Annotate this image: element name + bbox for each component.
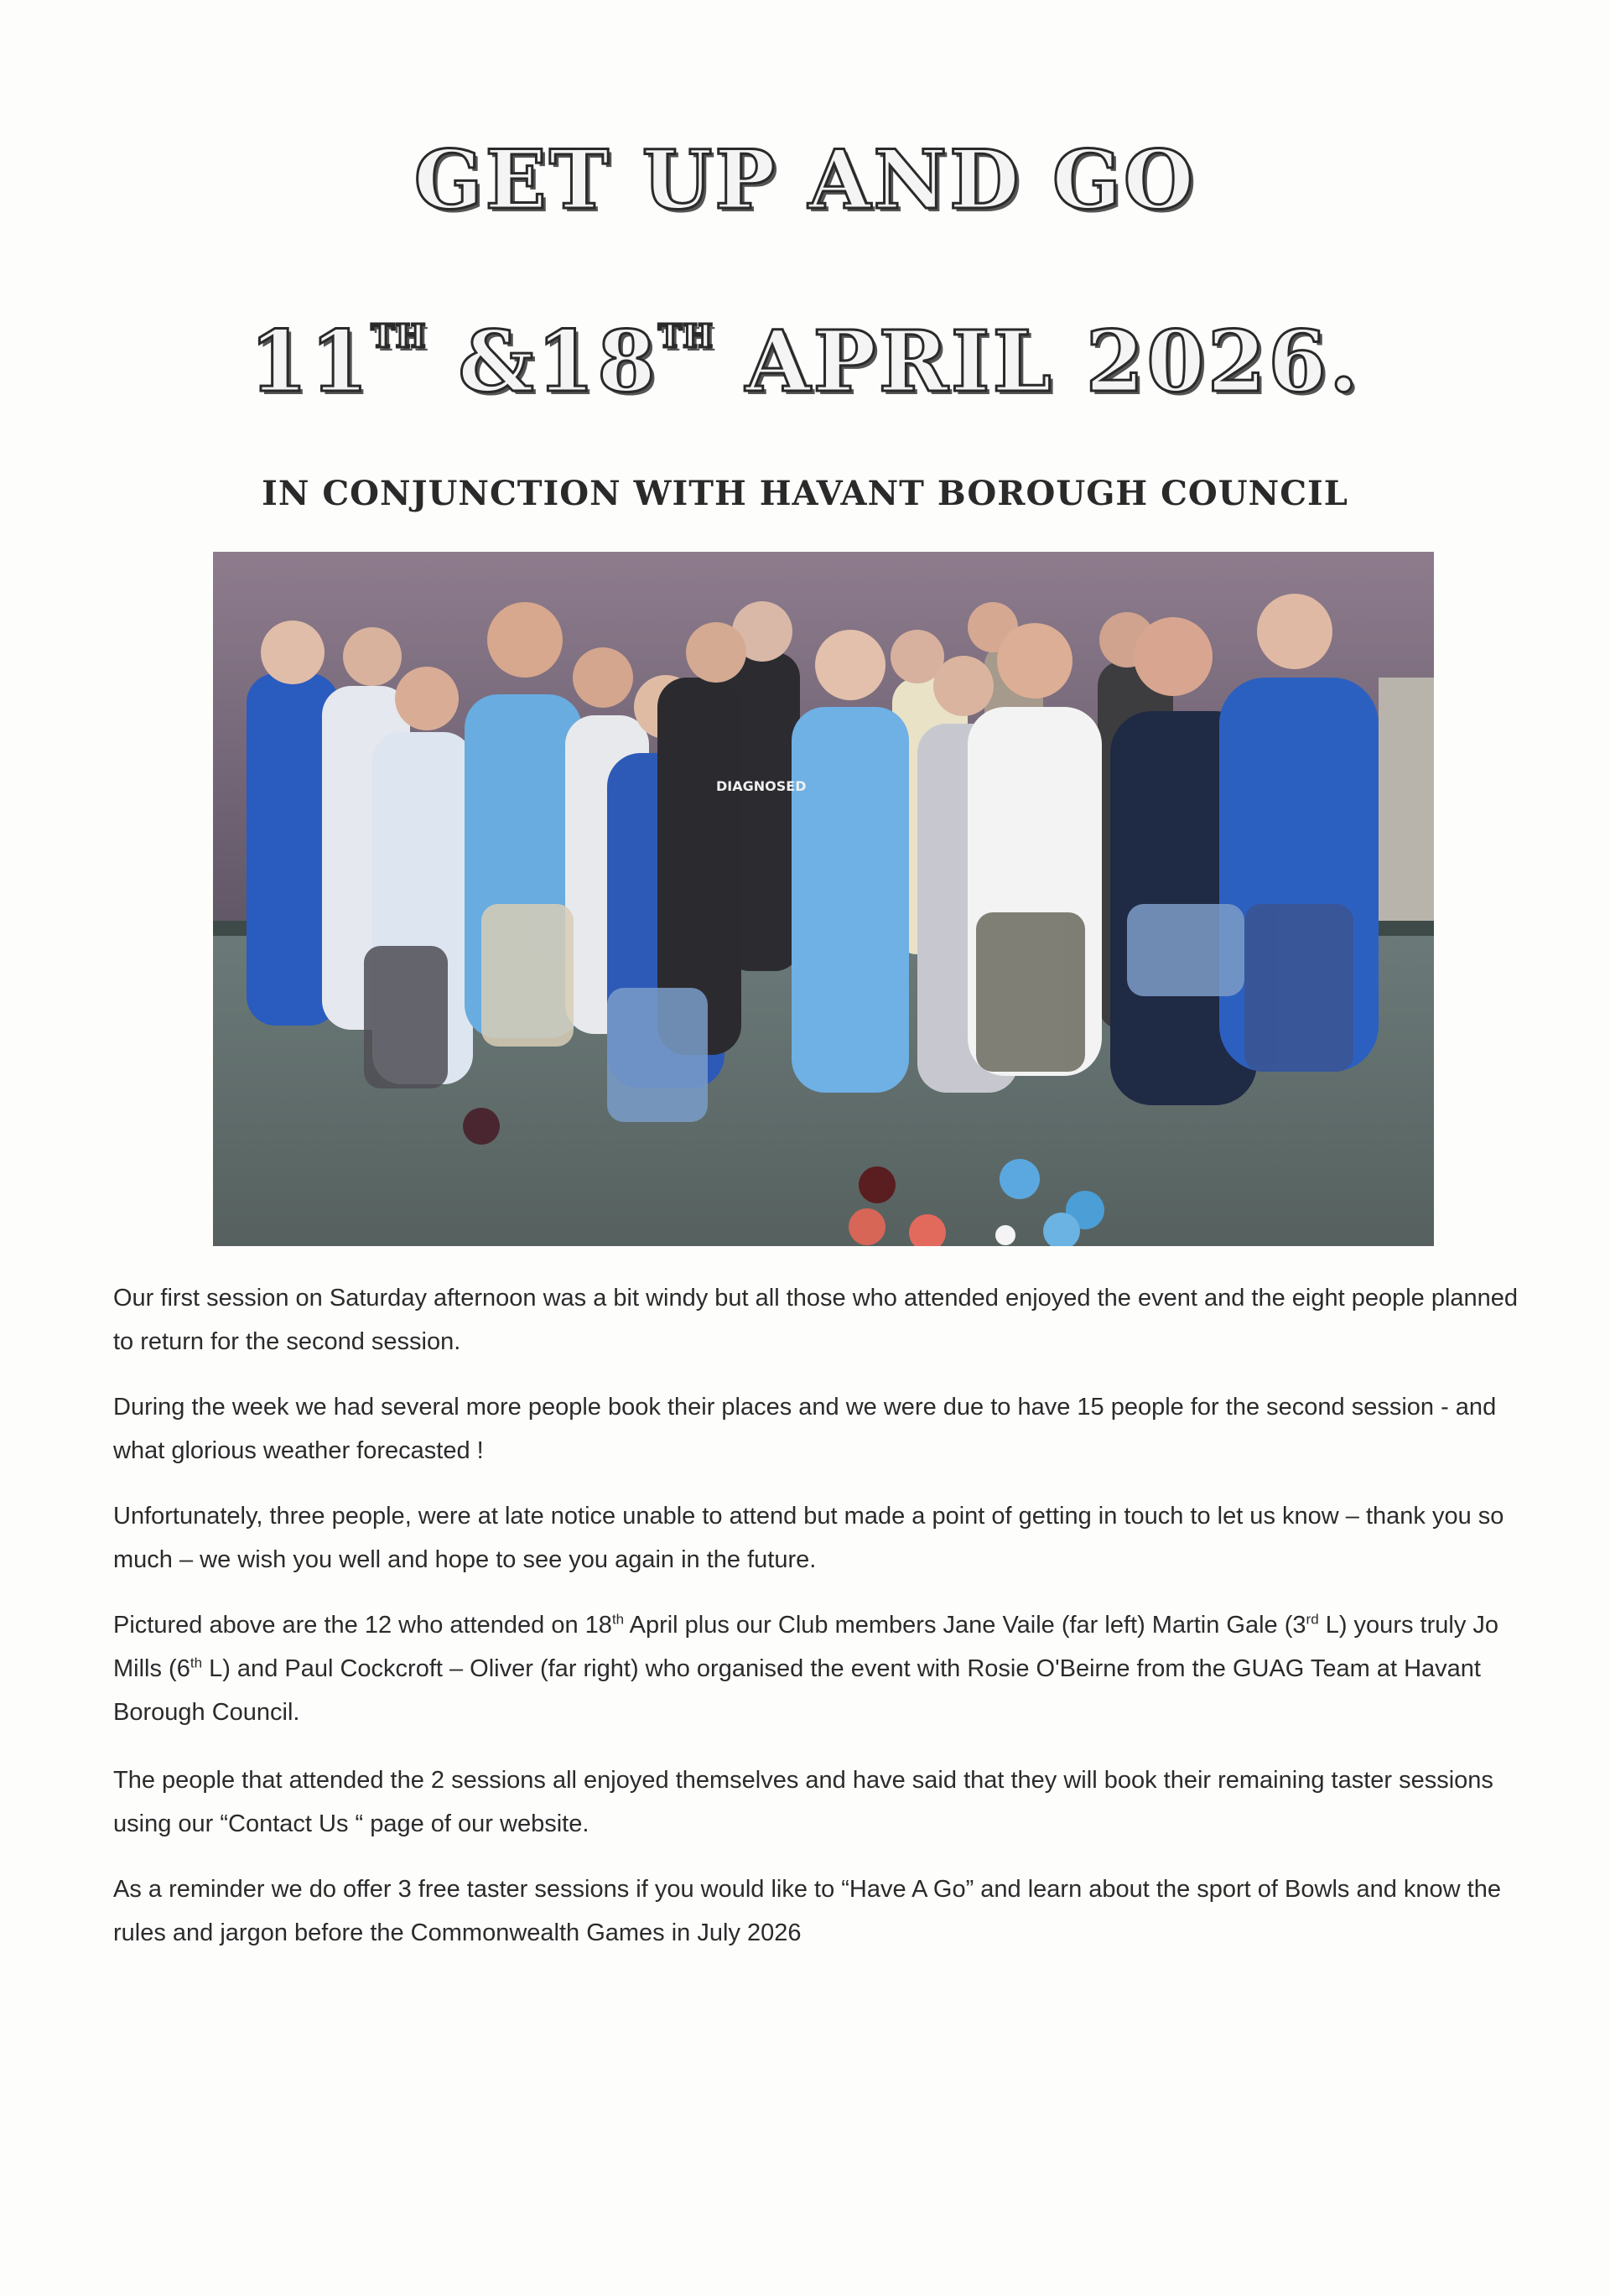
paragraph-bookings: During the week we had several more people book their places and we were due to have 15 people for the second session - and what glorious weather forecasted !: [113, 1394, 1497, 1464]
pictured-text-d: L) and Paul Cockcroft – Oliver (far right) who organised the event with Rosie O'Beirne from the GUAG Team at Havant Borough Council.: [113, 1655, 1481, 1726]
group-photo: [213, 552, 1434, 1246]
date-month-year: APRIL 2026.: [745, 312, 1361, 411]
date-suffix-1: TH: [371, 317, 427, 355]
paragraph-apologies: Unfortunately, three people, were at late notice unable to attend but made a point of getting in touch to let us know – thank you so much – we wish you well and hope to see you again in the future.: [113, 1503, 1504, 1573]
shirt-print: DIAGNOSED: [716, 778, 807, 794]
date-ampersand: &: [458, 312, 537, 411]
fence-panel: [1379, 678, 1434, 954]
pictured-sup-1: th: [611, 1611, 625, 1628]
paragraph-first-session: Our first session on Saturday afternoon was a bit windy but all those who attended enjoyed the event and the eight people planned to return for the second session.: [113, 1285, 1519, 1355]
date-suffix-2: TH: [657, 317, 714, 355]
pictured-sup-3: th: [190, 1654, 203, 1671]
paragraph-feedback: The people that attended the 2 sessions all enjoyed themselves and have said that they will book their remaining taster sessions using our “Contact Us “ page of our website.: [113, 1767, 1493, 1837]
pictured-sup-2: rd: [1306, 1611, 1319, 1628]
pictured-text-b: April plus our Club members Jane Vaile (far left) Martin Gale (3: [624, 1612, 1306, 1639]
date-day-1: 11: [249, 312, 371, 411]
pictured-text-a: Pictured above are the 12 who attended on 18: [113, 1612, 612, 1639]
paragraph-pictured: [113, 1603, 1539, 1734]
poster-subtitle: IN CONJUNCTION WITH HAVANT BOROUGH COUNCIL: [262, 474, 1348, 513]
poster-title: GET UP AND GO: [413, 132, 1197, 227]
date-day-2: 18: [536, 312, 658, 411]
event-dates: [0, 312, 1610, 411]
pictured-text-c: L) yours truly Jo Mills (6: [113, 1612, 1498, 1682]
paragraph-reminder: As a reminder we do offer 3 free taster sessions if you would like to “Have A Go” and learn about the sport of Bowls and know the rules and jargon before the Commonwealth Games in July 2026: [113, 1876, 1501, 1946]
